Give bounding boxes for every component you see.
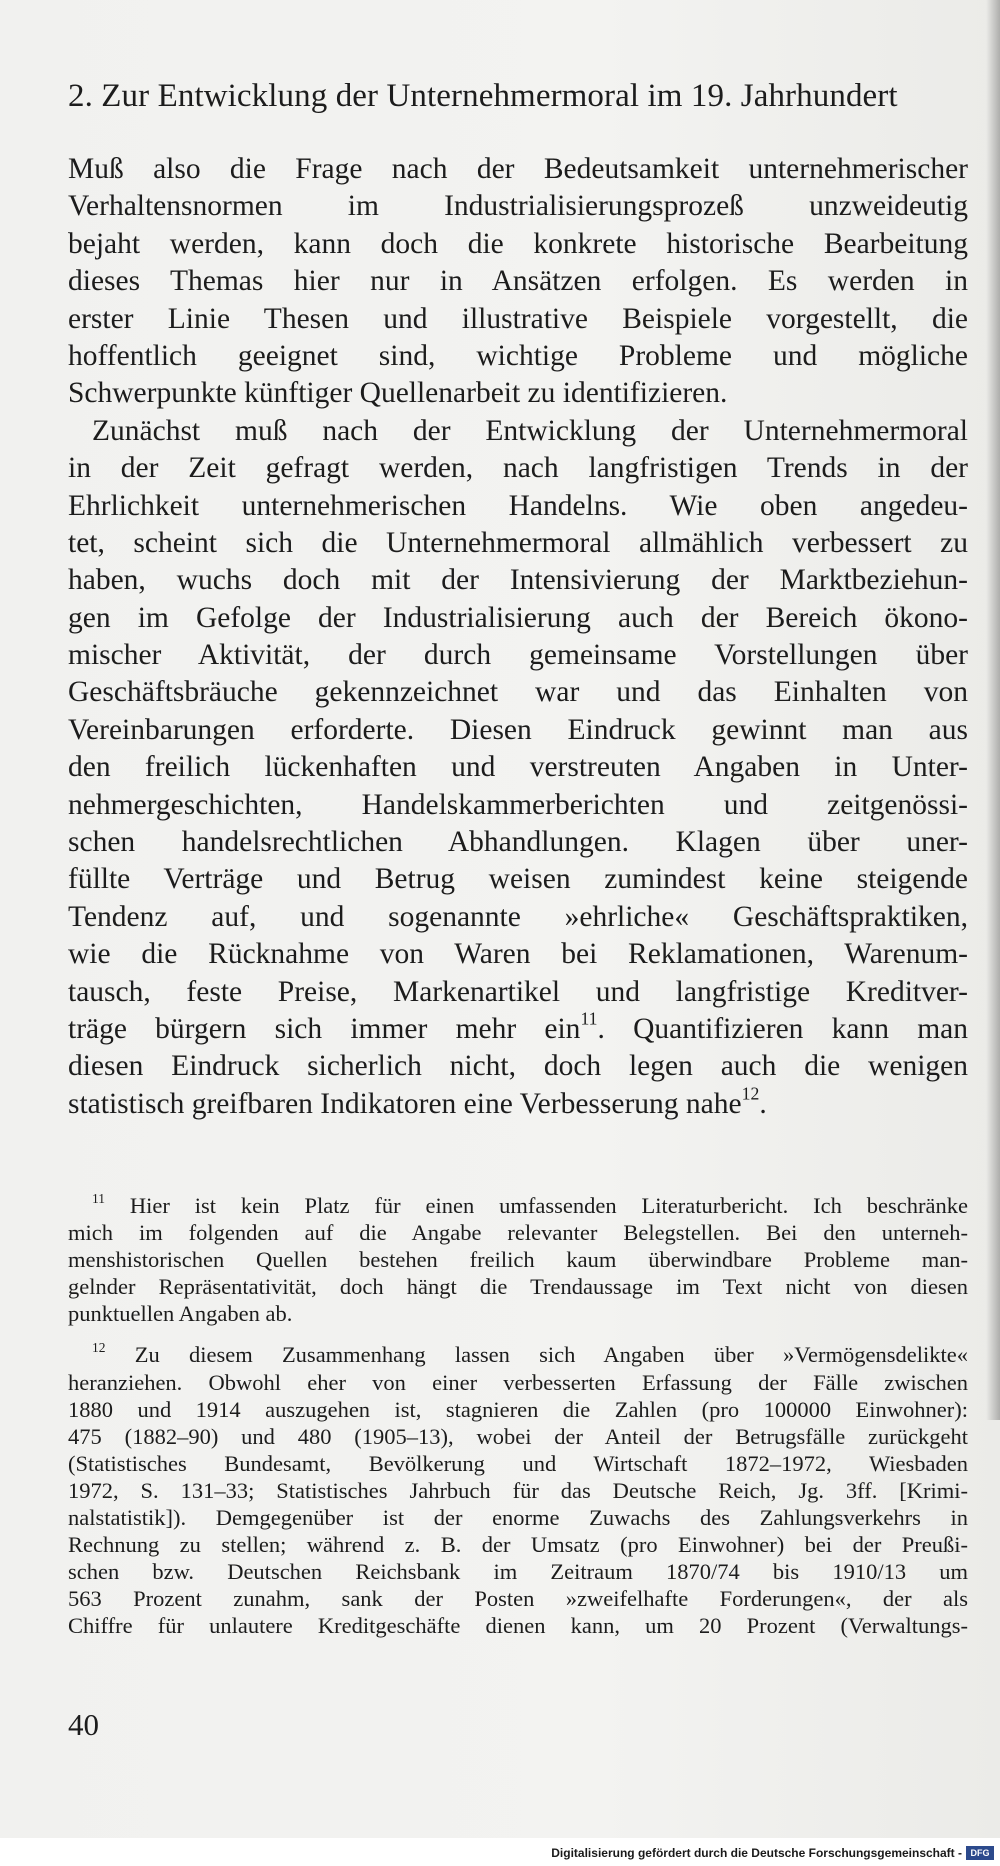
footnote-line: $^{12}$ Zu diesem Zusammenhang lassen sich Angaben über »Vermögensdelikte« bbox=[92, 1340, 968, 1368]
body-line: haben, wuchs doch mit der Intensivierung der Marktbeziehun- bbox=[68, 564, 968, 597]
footnote-line: $^{11}$ Hier ist kein Platz für einen umfassenden Literaturbericht. Ich beschränke bbox=[92, 1190, 968, 1218]
body-line: Schwerpunkte künftiger Quellenarbeit zu identifizieren. bbox=[68, 377, 728, 410]
footnote-number: 11 bbox=[92, 1190, 105, 1206]
page-number: 40 bbox=[68, 1707, 99, 1742]
footnote-line: (Statistisches Bundesamt, Bevölkerung und Wirtschaft 1872–1972, Wiesbaden bbox=[68, 1450, 968, 1476]
body-line: träge bürgern sich immer mehr ein$^{11}$. Quantifizieren kann man bbox=[68, 1008, 968, 1045]
body-line: schen handelsrechtlichen Abhandlungen. Klagen über uner- bbox=[68, 826, 968, 859]
footnote-line: schen bzw. Deutschen Reichsbank im Zeitraum 1870/74 bis 1910/13 um bbox=[68, 1559, 968, 1585]
footnote-line: 1972, S. 131–33; Statistisches Jahrbuch für das Deutsche Reich, Jg. 3ff. [Krimi- bbox=[68, 1477, 968, 1503]
body-line: bejaht werden, kann doch die konkrete historische Bearbeitung bbox=[68, 227, 968, 260]
body-line: Vereinbarungen erforderte. Diesen Eindruck gewinnt man aus bbox=[68, 713, 968, 746]
body-line: mischer Aktivität, der durch gemeinsame Vorstellungen über bbox=[68, 639, 968, 672]
footnote-line: gelnder Repräsentativität, doch hängt die Trendaussage im Text nicht von diesen bbox=[68, 1274, 968, 1300]
body-line: füllte Verträge und Betrug weisen zumindest keine steigende bbox=[68, 863, 968, 896]
body-line: erster Linie Thesen und illustrative Beispiele vorgestellt, die bbox=[68, 302, 968, 335]
body-line: den freilich lückenhaften und verstreuten Angaben in Unter- bbox=[68, 751, 968, 784]
body-line: Muß also die Frage nach der Bedeutsamkeit unternehmerischer bbox=[68, 153, 968, 185]
body-text bbox=[68, 151, 968, 1123]
footnotes bbox=[68, 1192, 968, 1640]
footnote-line: Rechnung zu stellen; während z. B. der Umsatz (pro Einwohner) bei der Preußi- bbox=[68, 1532, 968, 1558]
footnote-line: Chiffre für unlautere Kreditgeschäfte dienen kann, um 20 Prozent (Verwaltungs- bbox=[68, 1613, 968, 1639]
footnote-gap bbox=[68, 1327, 968, 1341]
footnote-line: 475 (1882–90) und 480 (1905–13), wobei der Anteil der Betrugsfälle zurückgeht bbox=[68, 1423, 968, 1449]
funding-credit: Digitalisierung gefördert durch die Deutsche Forschungsgemeinschaft - bbox=[551, 1846, 962, 1860]
footnote-line: heranziehen. Obwohl eher von einer verbesserten Erfassung der Fälle zwischen bbox=[68, 1369, 968, 1395]
dfg-logo: DFG bbox=[966, 1846, 994, 1860]
footnote-line: punktuellen Angaben ab. bbox=[68, 1301, 293, 1327]
body-line: nehmergeschichten, Handelskammerberichten und zeitgenössi- bbox=[68, 788, 968, 821]
body-line: wie die Rücknahme von Waren bei Reklamationen, Warenum- bbox=[68, 938, 968, 971]
running-head: 2. Zur Entwicklung der Unternehmermoral im 19. Jahrhundert bbox=[68, 78, 898, 114]
body-line: Zunächst muß nach der Entwicklung der Unternehmermoral bbox=[92, 414, 968, 447]
body-line: diesen Eindruck sicherlich nicht, doch legen auch die wenigen bbox=[68, 1050, 968, 1083]
body-line: Verhaltensnormen im Industrialisierungsprozeß unzweideutig bbox=[68, 190, 968, 223]
body-line: tet, scheint sich die Unternehmermoral allmählich verbessert zu bbox=[68, 526, 968, 559]
body-line: gen im Gefolge der Industrialisierung auch der Bereich ökono- bbox=[68, 601, 968, 634]
body-line: hoffentlich geeignet sind, wichtige Probleme und mögliche bbox=[68, 339, 968, 372]
footnote-line: 1880 und 1914 auszugehen ist, stagnieren die Zahlen (pro 100000 Einwohner): bbox=[68, 1396, 968, 1422]
body-line: Geschäftsbräuche gekennzeichnet war und das Einhalten von bbox=[68, 676, 968, 709]
footnote-number: 12 bbox=[92, 1340, 106, 1356]
footnote-line: 563 Prozent zunahm, sank der Posten »zweifelhafte Forderungen«, der als bbox=[68, 1586, 968, 1612]
footnote-marker[interactable]: 11 bbox=[580, 1008, 598, 1029]
body-line: dieses Themas hier nur in Ansätzen erfolgen. Es werden in bbox=[68, 265, 968, 298]
footnote-line: nalstatistik]). Demgegenüber ist der enorme Zuwachs des Zahlungsverkehrs in bbox=[68, 1505, 968, 1531]
body-line: Tendenz auf, und sogenannte »ehrliche« Geschäftspraktiken, bbox=[68, 900, 968, 933]
footnote-line: menshistorischen Quellen bestehen freilich kaum überwindbare Probleme man- bbox=[68, 1247, 968, 1273]
footnote-marker[interactable]: 12 bbox=[741, 1083, 760, 1104]
body-line: statistisch greifbaren Indikatoren eine Verbesserung nahe$^{12}$. bbox=[68, 1083, 767, 1120]
body-line: Ehrlichkeit unternehmerischen Handelns. Wie oben angedeu- bbox=[68, 489, 968, 522]
footnote-line: mich im folgenden auf die Angabe relevanter Belegstellen. Bei den unterneh- bbox=[68, 1220, 968, 1246]
credit-strip bbox=[0, 1838, 1000, 1866]
body-line: tausch, feste Preise, Markenartikel und langfristige Kreditver- bbox=[68, 975, 968, 1008]
page-edge-shadow bbox=[986, 0, 1000, 1420]
body-line: in der Zeit gefragt werden, nach langfristigen Trends in der bbox=[68, 452, 968, 485]
